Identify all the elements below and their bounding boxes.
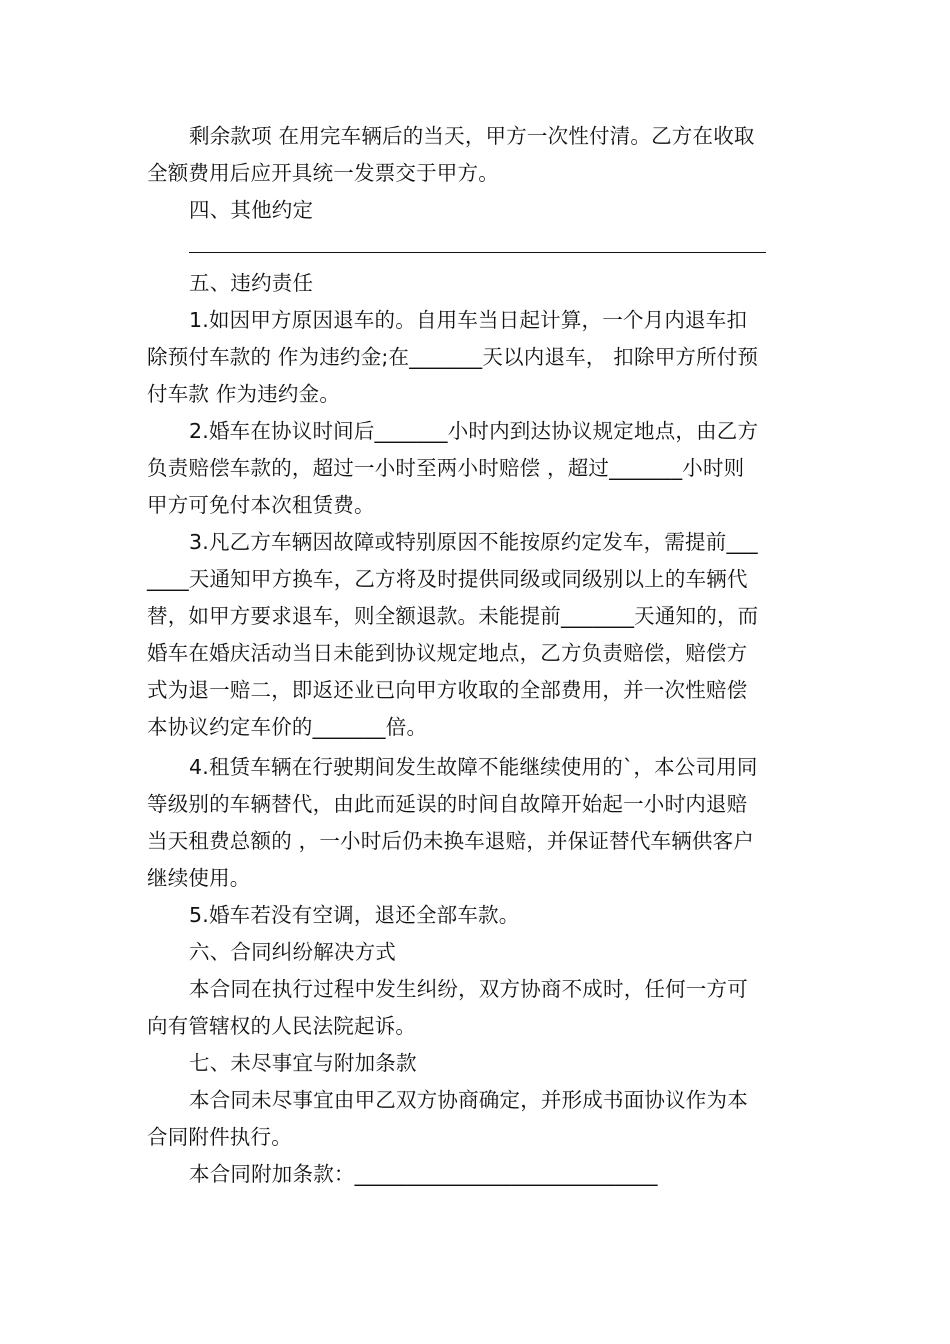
paragraph-line: 当天租费总额的 ，一小时后仍未换车退赔，并保证替代车辆供客户 (147, 829, 755, 853)
paragraph-line: 本协议约定车价的_______倍。 (147, 715, 428, 739)
paragraph-line: 3.凡乙方车辆因故障或特别原因不能按原约定发车，需提前___ (189, 530, 758, 554)
paragraph-line: ____天通知甲方换车，乙方将及时提供同级或同级别以上的车辆代 (147, 567, 748, 591)
section-heading: 四、其他约定 (189, 198, 314, 222)
section-heading: 六、合同纠纷解决方式 (189, 940, 396, 964)
paragraph-line: 本合同附加条款：_____________________________ (189, 1162, 658, 1186)
paragraph-line: 4.租赁车辆在行驶期间发生故障不能继续使用的`，本公司用同 (189, 755, 758, 779)
paragraph-line: 本合同未尽事宜由甲乙双方协商确定，并形成书面协议作为本 (189, 1088, 748, 1112)
paragraph-line: 合同附件执行。 (147, 1125, 292, 1149)
paragraph-line: 1.如因甲方原因退车的。自用车当日起计算，一个月内退车扣 (189, 308, 748, 332)
section-heading: 五、违约责任 (189, 271, 314, 295)
paragraph-line: 式为退一赔二，即返还业已向甲方收取的全部费用，并一次性赔偿 (147, 678, 748, 702)
paragraph-line: 2.婚车在协议时间后_______小时内到达协议规定地点，由乙方 (189, 419, 759, 443)
blank-fill-line (189, 252, 766, 253)
paragraph-line: 除预付车款的 作为违约金;在_______天以内退车， 扣除甲方所付预 (147, 345, 759, 369)
paragraph-line: 婚车在婚庆活动当日未能到协议规定地点，乙方负责赔偿，赔偿方 (147, 641, 748, 665)
section-heading: 七、未尽事宜与附加条款 (189, 1051, 417, 1075)
paragraph-line: 继续使用。 (147, 866, 251, 890)
paragraph-line: 全额费用后应开具统一发票交于甲方。 (147, 161, 499, 185)
paragraph-line: 5.婚车若没有空调，退还全部车款。 (189, 903, 520, 927)
paragraph-line: 付车款 作为违约金。 (147, 382, 341, 406)
paragraph-line: 向有管辖权的人民法院起诉。 (147, 1014, 417, 1038)
paragraph-line: 本合同在执行过程中发生纠纷，双方协商不成时，任何一方可 (189, 977, 748, 1001)
paragraph-line: 负责赔偿车款的，超过一小时至两小时赔偿 ，超过_______小时则 (147, 456, 745, 480)
paragraph-line: 甲方可免付本次租赁费。 (147, 493, 375, 517)
paragraph-line: 替，如甲方要求退车，则全额退款。未能提前_______天通知的，而 (147, 604, 759, 628)
paragraph-line: 等级别的车辆替代，由此而延误的时间自故障开始起一小时内退赔 (147, 792, 748, 816)
paragraph-line: 剩余款项 在用完车辆后的当天，甲方一次性付清。乙方在收取 (189, 124, 755, 148)
